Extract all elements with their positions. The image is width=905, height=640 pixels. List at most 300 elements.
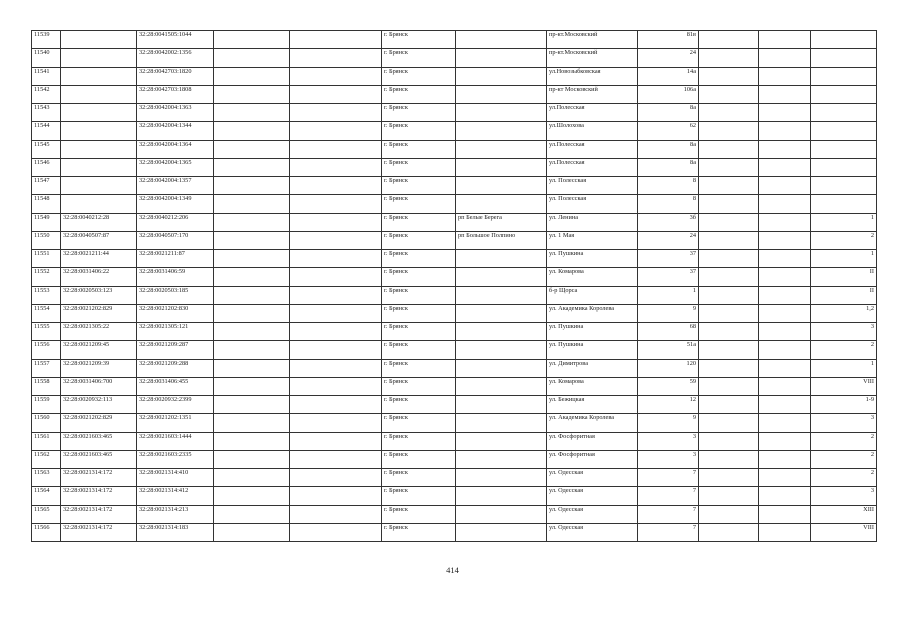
cell-locality (456, 286, 547, 304)
cell-cadastral-object: 32:28:0042004:1363 (137, 104, 214, 122)
table-row (32, 396, 877, 414)
cell-unit (811, 85, 877, 103)
cell-unit: 3 (811, 323, 877, 341)
cell-locality (456, 85, 547, 103)
cell-unit: 1,2 (811, 304, 877, 322)
cell-street: ул. Одесская (547, 487, 638, 505)
cell-house: 1 (638, 286, 699, 304)
cell-street: ул. Одесская (547, 523, 638, 541)
cell-extra-a (214, 377, 290, 395)
cell-unit (811, 67, 877, 85)
cell-cadastral-parcel: 32:28:0021603:465 (61, 450, 137, 468)
registry-table (31, 30, 877, 542)
cell-cadastral-parcel (61, 31, 137, 49)
cell-house: 8а (638, 140, 699, 158)
cell-street: ул. Бежицкая (547, 396, 638, 414)
cell-col-j (699, 158, 759, 176)
cell-cadastral-object: 32:28:0020932:2399 (137, 396, 214, 414)
cell-locality (456, 450, 547, 468)
cell-row-number: 11557 (32, 359, 61, 377)
cell-col-k (759, 177, 811, 195)
cell-col-j (699, 487, 759, 505)
cell-city: г. Брянск (382, 523, 456, 541)
table-row (32, 487, 877, 505)
cell-street: ул. Фосфоритная (547, 432, 638, 450)
cell-extra-a (214, 396, 290, 414)
cell-col-j (699, 104, 759, 122)
cell-city: г. Брянск (382, 195, 456, 213)
cell-cadastral-object: 32:28:0021314:213 (137, 505, 214, 523)
cell-cadastral-object: 32:28:0042004:1349 (137, 195, 214, 213)
cell-col-k (759, 67, 811, 85)
cell-street: ул. Пушкина (547, 323, 638, 341)
table-row (32, 158, 877, 176)
cell-col-k (759, 140, 811, 158)
cell-extra-a (214, 250, 290, 268)
cell-row-number: 11562 (32, 450, 61, 468)
cell-row-number: 11540 (32, 49, 61, 67)
cell-cadastral-parcel: 32:28:0021603:465 (61, 432, 137, 450)
cell-extra-b (290, 177, 382, 195)
cell-row-number: 11564 (32, 487, 61, 505)
table-row (32, 140, 877, 158)
cell-cadastral-parcel (61, 177, 137, 195)
cell-street: ул. Комарова (547, 268, 638, 286)
cell-unit: II (811, 268, 877, 286)
cell-col-k (759, 122, 811, 140)
table-row (32, 432, 877, 450)
cell-col-j (699, 450, 759, 468)
cell-unit: 1-9 (811, 396, 877, 414)
cell-locality (456, 304, 547, 322)
cell-house: 3 (638, 450, 699, 468)
cell-extra-a (214, 122, 290, 140)
cell-extra-a (214, 177, 290, 195)
cell-city: г. Брянск (382, 122, 456, 140)
cell-unit: 2 (811, 469, 877, 487)
cell-locality (456, 359, 547, 377)
cell-locality (456, 341, 547, 359)
cell-street: ул. Пушкина (547, 250, 638, 268)
cell-unit: 1 (811, 250, 877, 268)
cell-unit (811, 177, 877, 195)
table-row (32, 213, 877, 231)
cell-cadastral-parcel (61, 67, 137, 85)
cell-cadastral-object: 32:28:0021202:1351 (137, 414, 214, 432)
cell-extra-b (290, 250, 382, 268)
cell-col-k (759, 49, 811, 67)
cell-row-number: 11552 (32, 268, 61, 286)
cell-col-j (699, 250, 759, 268)
cell-col-j (699, 231, 759, 249)
cell-unit (811, 31, 877, 49)
cell-street: ул. Академика Королева (547, 414, 638, 432)
cell-cadastral-parcel: 32:28:0020932:113 (61, 396, 137, 414)
cell-extra-a (214, 304, 290, 322)
cell-city: г. Брянск (382, 505, 456, 523)
cell-cadastral-object: 32:28:0021209:288 (137, 359, 214, 377)
cell-city: г. Брянск (382, 67, 456, 85)
table-row (32, 450, 877, 468)
cell-extra-b (290, 396, 382, 414)
table-row (32, 195, 877, 213)
cell-extra-b (290, 158, 382, 176)
cell-city: г. Брянск (382, 49, 456, 67)
cell-row-number: 11541 (32, 67, 61, 85)
cell-locality: рп Белые Берега (456, 213, 547, 231)
cell-cadastral-parcel: 32:28:0021314:172 (61, 469, 137, 487)
cell-row-number: 11542 (32, 85, 61, 103)
table-row (32, 231, 877, 249)
cell-locality (456, 250, 547, 268)
cell-col-k (759, 250, 811, 268)
cell-row-number: 11556 (32, 341, 61, 359)
cell-street: ул.Полесская (547, 140, 638, 158)
cell-row-number: 11554 (32, 304, 61, 322)
page-number: 414 (446, 565, 459, 575)
cell-locality (456, 377, 547, 395)
cell-cadastral-parcel: 32:28:0021305:22 (61, 323, 137, 341)
cell-row-number: 11566 (32, 523, 61, 541)
cell-col-k (759, 158, 811, 176)
cell-street: ул.Полесская (547, 104, 638, 122)
cell-cadastral-object: 32:28:0021603:2335 (137, 450, 214, 468)
cell-cadastral-object: 32:28:0042703:1820 (137, 67, 214, 85)
cell-row-number: 11559 (32, 396, 61, 414)
cell-locality (456, 140, 547, 158)
cell-house: 12 (638, 396, 699, 414)
cell-col-k (759, 231, 811, 249)
cell-city: г. Брянск (382, 414, 456, 432)
cell-city: г. Брянск (382, 85, 456, 103)
cell-extra-a (214, 323, 290, 341)
table-row (32, 304, 877, 322)
cell-extra-b (290, 469, 382, 487)
cell-street: ул. Одесская (547, 469, 638, 487)
cell-extra-b (290, 85, 382, 103)
cell-extra-b (290, 432, 382, 450)
cell-col-j (699, 31, 759, 49)
cell-col-k (759, 304, 811, 322)
cell-col-j (699, 396, 759, 414)
cell-row-number: 11565 (32, 505, 61, 523)
cell-col-j (699, 432, 759, 450)
cell-extra-a (214, 67, 290, 85)
cell-street: ул.Шолохова (547, 122, 638, 140)
cell-col-k (759, 341, 811, 359)
cell-extra-b (290, 67, 382, 85)
cell-locality (456, 323, 547, 341)
cell-extra-b (290, 140, 382, 158)
cell-street: ул. Фосфоритная (547, 450, 638, 468)
cell-cadastral-object: 32:28:0021314:412 (137, 487, 214, 505)
cell-extra-b (290, 414, 382, 432)
cell-street: пр-кт.Московский (547, 31, 638, 49)
cell-col-k (759, 359, 811, 377)
cell-extra-a (214, 359, 290, 377)
cell-locality (456, 104, 547, 122)
cell-unit: 2 (811, 450, 877, 468)
cell-street: ул. Пушкина (547, 341, 638, 359)
cell-locality (456, 177, 547, 195)
cell-col-j (699, 523, 759, 541)
cell-row-number: 11550 (32, 231, 61, 249)
cell-locality (456, 268, 547, 286)
cell-col-k (759, 31, 811, 49)
cell-col-k (759, 523, 811, 541)
cell-street: ул. Ленина (547, 213, 638, 231)
cell-cadastral-object: 32:28:0042002:1356 (137, 49, 214, 67)
cell-street: ул. Одесская (547, 505, 638, 523)
cell-extra-b (290, 304, 382, 322)
cell-col-k (759, 469, 811, 487)
cell-locality (456, 469, 547, 487)
cell-house: 3б (638, 213, 699, 231)
table-row (32, 122, 877, 140)
cell-extra-a (214, 432, 290, 450)
cell-extra-b (290, 341, 382, 359)
cell-extra-b (290, 505, 382, 523)
cell-extra-a (214, 414, 290, 432)
cell-extra-b (290, 323, 382, 341)
cell-col-k (759, 505, 811, 523)
cell-locality (456, 67, 547, 85)
cell-cadastral-object: 32:28:0042004:1344 (137, 122, 214, 140)
cell-col-k (759, 323, 811, 341)
cell-street: ул. Полесская (547, 177, 638, 195)
cell-city: г. Брянск (382, 213, 456, 231)
cell-cadastral-object: 32:28:0021202:830 (137, 304, 214, 322)
cell-house: 37 (638, 268, 699, 286)
cell-col-j (699, 505, 759, 523)
table-row (32, 104, 877, 122)
cell-extra-a (214, 487, 290, 505)
cell-locality (456, 432, 547, 450)
cell-extra-b (290, 195, 382, 213)
cell-extra-b (290, 286, 382, 304)
cell-col-j (699, 67, 759, 85)
cell-cadastral-object: 32:28:0021211:87 (137, 250, 214, 268)
cell-house: 120 (638, 359, 699, 377)
cell-cadastral-parcel: 32:28:0021314:172 (61, 523, 137, 541)
cell-city: г. Брянск (382, 231, 456, 249)
cell-extra-b (290, 523, 382, 541)
cell-city: г. Брянск (382, 487, 456, 505)
cell-cadastral-parcel: 32:28:0021202:829 (61, 414, 137, 432)
table-row (32, 469, 877, 487)
cell-locality: рп Большое Полпино (456, 231, 547, 249)
cell-col-k (759, 487, 811, 505)
table-row (32, 323, 877, 341)
cell-col-j (699, 341, 759, 359)
cell-street: ул. Полесская (547, 195, 638, 213)
cell-extra-b (290, 122, 382, 140)
cell-extra-a (214, 286, 290, 304)
cell-cadastral-object: 32:28:0021314:183 (137, 523, 214, 541)
cell-unit (811, 195, 877, 213)
cell-extra-b (290, 450, 382, 468)
table-row (32, 31, 877, 49)
cell-cadastral-object: 32:28:0031406:455 (137, 377, 214, 395)
cell-city: г. Брянск (382, 140, 456, 158)
cell-cadastral-parcel: 32:28:0021314:172 (61, 487, 137, 505)
cell-street: ул. Димитрова (547, 359, 638, 377)
cell-cadastral-object: 32:28:0021305:121 (137, 323, 214, 341)
cell-locality (456, 523, 547, 541)
cell-extra-b (290, 213, 382, 231)
cell-cadastral-parcel (61, 122, 137, 140)
cell-house: 8а (638, 104, 699, 122)
cell-house: 3 (638, 432, 699, 450)
cell-unit: 3 (811, 487, 877, 505)
cell-extra-a (214, 505, 290, 523)
cell-cadastral-parcel (61, 195, 137, 213)
cell-row-number: 11561 (32, 432, 61, 450)
cell-col-j (699, 268, 759, 286)
cell-extra-b (290, 268, 382, 286)
cell-extra-b (290, 487, 382, 505)
cell-extra-a (214, 104, 290, 122)
cell-row-number: 11547 (32, 177, 61, 195)
cell-col-k (759, 414, 811, 432)
cell-city: г. Брянск (382, 104, 456, 122)
cell-col-j (699, 177, 759, 195)
table-row (32, 85, 877, 103)
cell-cadastral-parcel: 32:28:0021314:172 (61, 505, 137, 523)
cell-col-j (699, 359, 759, 377)
cell-locality (456, 122, 547, 140)
cell-extra-a (214, 85, 290, 103)
cell-extra-a (214, 213, 290, 231)
cell-row-number: 11543 (32, 104, 61, 122)
cell-house: 14а (638, 67, 699, 85)
cell-unit: 1 (811, 213, 877, 231)
cell-house: 9 (638, 414, 699, 432)
cell-street: б-р Щорса (547, 286, 638, 304)
cell-cadastral-object: 32:28:0042004:1365 (137, 158, 214, 176)
cell-city: г. Брянск (382, 377, 456, 395)
cell-locality (456, 158, 547, 176)
cell-col-j (699, 140, 759, 158)
cell-house: 8 (638, 177, 699, 195)
cell-city: г. Брянск (382, 396, 456, 414)
cell-col-j (699, 286, 759, 304)
cell-col-k (759, 195, 811, 213)
table-row (32, 286, 877, 304)
cell-cadastral-parcel (61, 140, 137, 158)
cell-row-number: 11551 (32, 250, 61, 268)
cell-city: г. Брянск (382, 177, 456, 195)
cell-unit (811, 104, 877, 122)
cell-extra-a (214, 31, 290, 49)
cell-col-j (699, 414, 759, 432)
cell-house: 7 (638, 469, 699, 487)
cell-cadastral-object: 32:28:0040212:206 (137, 213, 214, 231)
cell-col-k (759, 268, 811, 286)
cell-cadastral-parcel: 32:28:0021202:829 (61, 304, 137, 322)
table-row (32, 523, 877, 541)
cell-unit: 2 (811, 231, 877, 249)
cell-row-number: 11545 (32, 140, 61, 158)
cell-city: г. Брянск (382, 469, 456, 487)
cell-cadastral-object: 32:28:0042004:1357 (137, 177, 214, 195)
cell-locality (456, 195, 547, 213)
table-row (32, 177, 877, 195)
cell-city: г. Брянск (382, 341, 456, 359)
cell-house: 68 (638, 323, 699, 341)
cell-city: г. Брянск (382, 432, 456, 450)
cell-cadastral-parcel (61, 158, 137, 176)
table-body (32, 31, 877, 542)
cell-col-j (699, 195, 759, 213)
cell-col-k (759, 104, 811, 122)
cell-extra-b (290, 231, 382, 249)
cell-locality (456, 49, 547, 67)
cell-extra-a (214, 195, 290, 213)
cell-extra-a (214, 268, 290, 286)
cell-row-number: 11546 (32, 158, 61, 176)
cell-locality (456, 31, 547, 49)
cell-extra-a (214, 140, 290, 158)
cell-city: г. Брянск (382, 359, 456, 377)
cell-col-j (699, 377, 759, 395)
cell-street: ул.Полесская (547, 158, 638, 176)
cell-unit (811, 158, 877, 176)
cell-unit: II (811, 286, 877, 304)
cell-unit: 1 (811, 359, 877, 377)
cell-city: г. Брянск (382, 250, 456, 268)
cell-row-number: 11563 (32, 469, 61, 487)
cell-house: 51а (638, 341, 699, 359)
cell-extra-b (290, 49, 382, 67)
cell-house: 7 (638, 523, 699, 541)
cell-city: г. Брянск (382, 304, 456, 322)
cell-extra-a (214, 158, 290, 176)
cell-col-j (699, 49, 759, 67)
table-row (32, 67, 877, 85)
cell-city: г. Брянск (382, 31, 456, 49)
cell-house: 62 (638, 122, 699, 140)
cell-house: 81в (638, 31, 699, 49)
cell-cadastral-parcel (61, 49, 137, 67)
cell-street: пр-кт Московский (547, 85, 638, 103)
cell-col-k (759, 432, 811, 450)
cell-col-j (699, 122, 759, 140)
cell-unit: 3 (811, 414, 877, 432)
cell-house: 8а (638, 158, 699, 176)
cell-street: ул. Комарова (547, 377, 638, 395)
cell-house: 59 (638, 377, 699, 395)
cell-cadastral-parcel: 32:28:0040212:28 (61, 213, 137, 231)
cell-house: 37 (638, 250, 699, 268)
cell-col-k (759, 377, 811, 395)
table-row (32, 359, 877, 377)
cell-city: г. Брянск (382, 268, 456, 286)
cell-cadastral-object: 32:28:0040507:170 (137, 231, 214, 249)
table-row (32, 505, 877, 523)
cell-extra-a (214, 450, 290, 468)
cell-cadastral-parcel: 32:28:0040507:87 (61, 231, 137, 249)
cell-locality (456, 396, 547, 414)
cell-street: ул.Новозыбковская (547, 67, 638, 85)
cell-extra-a (214, 49, 290, 67)
cell-col-j (699, 323, 759, 341)
cell-cadastral-parcel: 32:28:0031406:700 (61, 377, 137, 395)
cell-house: 7 (638, 505, 699, 523)
cell-unit: 2 (811, 432, 877, 450)
cell-house: 24 (638, 49, 699, 67)
cell-col-j (699, 85, 759, 103)
